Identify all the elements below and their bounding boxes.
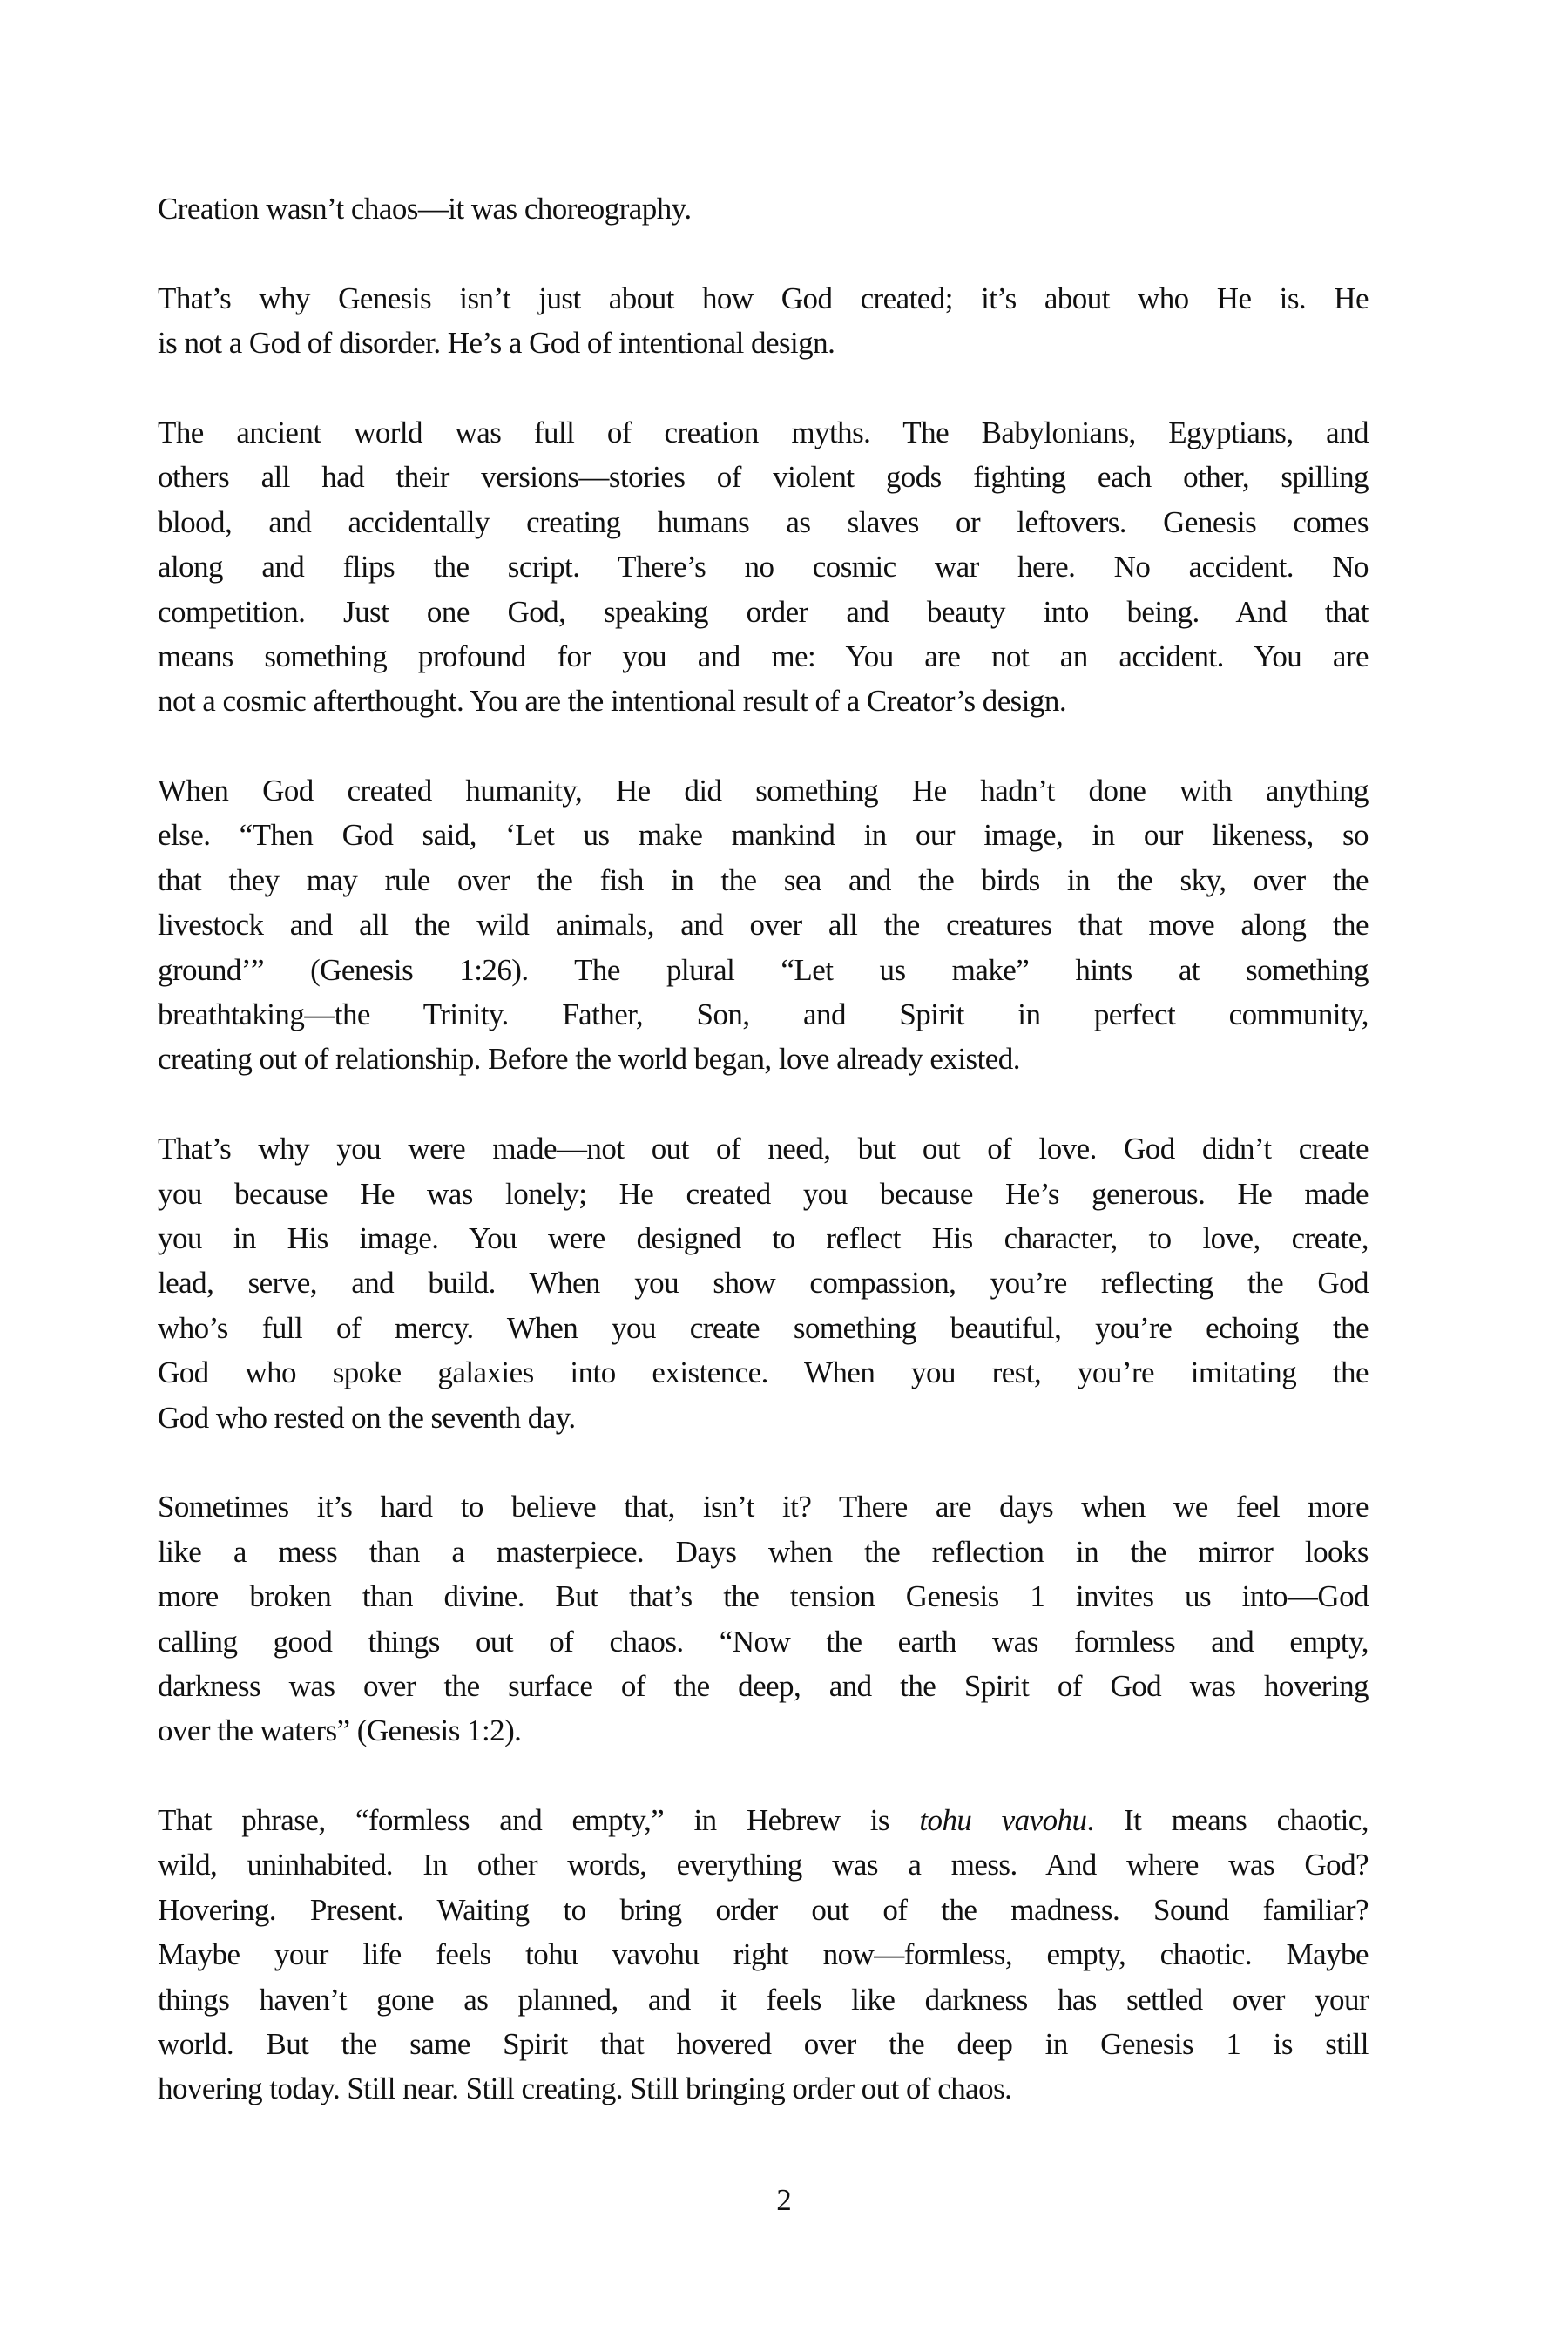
text-line: that they may rule over the fish in the sea and the birds in the sky, over the — [158, 862, 1369, 897]
paragraph-7 — [158, 1798, 1369, 2112]
text-line: who’s full of mercy. When you create something beautiful, you’re echoing the — [158, 1310, 1369, 1345]
text-line: like a mess than a masterpiece. Days when the reflection in the mirror looks — [158, 1534, 1369, 1569]
paragraph-5 — [158, 1126, 1369, 1440]
text-line: calling good things out of chaos. “Now the earth was formless and empty, — [158, 1624, 1369, 1659]
paragraph-4 — [158, 768, 1369, 1082]
text-line: breathtaking—the Trinity. Father, Son, and Spirit in perfect community, — [158, 997, 1369, 1032]
text-line: else. “Then God said, ‘Let us make mankind in our image, in our likeness, so — [158, 818, 1369, 853]
text-line: That’s why you were made—not out of need, but out of love. God didn’t create — [158, 1132, 1369, 1166]
text-line: others all had their versions—stories of violent gods fighting each other, spilling — [158, 460, 1369, 495]
text-line: competition. Just one God, speaking order and beauty into being. And that — [158, 594, 1369, 629]
text-line: over the waters” (Genesis 1:2). — [158, 1713, 522, 1748]
text-line: more broken than divine. But that’s the tension Genesis 1 invites us into—God — [158, 1579, 1369, 1614]
hebrew-term-italic: tohu vavohu — [919, 1803, 1087, 1838]
text-line: Creation wasn’t chaos—it was choreography. — [158, 192, 692, 226]
paragraph-1 — [158, 186, 1369, 231]
text-line: When God created humanity, He did something He hadn’t done with anything — [158, 774, 1369, 808]
text-line: The ancient world was full of creation myths. The Babylonians, Egyptians, and — [158, 415, 1369, 449]
text-line: That’s why Genesis isn’t just about how God created; it’s about who He is. He — [158, 280, 1369, 315]
text-run: . It means chaotic, — [1086, 1803, 1369, 1838]
text-line: hovering today. Still near. Still creating. Still bringing order out of chaos. — [158, 2072, 1012, 2106]
body-text — [158, 186, 1369, 2156]
text-line — [158, 1798, 1369, 1842]
text-line: ground’” (Genesis 1:26). The plural “Let us make” hints at something — [158, 952, 1369, 987]
text-line: Maybe your life feels tohu vavohu right now—formless, empty, chaotic. Maybe — [158, 1937, 1369, 1972]
text-line: livestock and all the wild animals, and over all the creatures that move along the — [158, 908, 1369, 943]
text-run: That phrase, “formless and empty,” in Hebrew is — [158, 1803, 920, 1838]
text-line: not a cosmic afterthought. You are the intentional result of a Creator’s design. — [158, 684, 1067, 719]
text-line: things haven’t gone as planned, and it feels like darkness has settled over your — [158, 1982, 1369, 2017]
text-line: creating out of relationship. Before the world began, love already existed. — [158, 1042, 1020, 1077]
paragraph-6 — [158, 1484, 1369, 1753]
text-line: world. But the same Spirit that hovered over the deep in Genesis 1 is still — [158, 2027, 1369, 2062]
paragraph-3 — [158, 410, 1369, 724]
text-line: Hovering. Present. Waiting to bring order out of the madness. Sound familiar? — [158, 1892, 1369, 1927]
page-number: 2 — [776, 2183, 792, 2217]
text-line: Sometimes it’s hard to believe that, isn’t it? There are days when we feel more — [158, 1490, 1369, 1524]
text-line: is not a God of disorder. He’s a God of intentional design. — [158, 326, 835, 361]
text-line: blood, and accidentally creating humans as slaves or leftovers. Genesis comes — [158, 504, 1369, 539]
text-line: wild, uninhabited. In other words, everything was a mess. And where was God? — [158, 1848, 1369, 1882]
text-line: along and flips the script. There’s no cosmic war here. No accident. No — [158, 550, 1369, 585]
text-line: means something profound for you and me: You are not an accident. You are — [158, 639, 1369, 673]
paragraph-2 — [158, 276, 1369, 366]
text-line: God who spoke galaxies into existence. When you rest, you’re imitating the — [158, 1355, 1369, 1390]
text-line: you in His image. You were designed to reflect His character, to love, create, — [158, 1220, 1369, 1255]
text-line: lead, serve, and build. When you show compassion, you’re reflecting the God — [158, 1266, 1369, 1301]
text-line: you because He was lonely; He created you because He’s generous. He made — [158, 1176, 1369, 1211]
text-line: darkness was over the surface of the deep, and the Spirit of God was hovering — [158, 1668, 1369, 1703]
text-line: God who rested on the seventh day. — [158, 1400, 576, 1435]
